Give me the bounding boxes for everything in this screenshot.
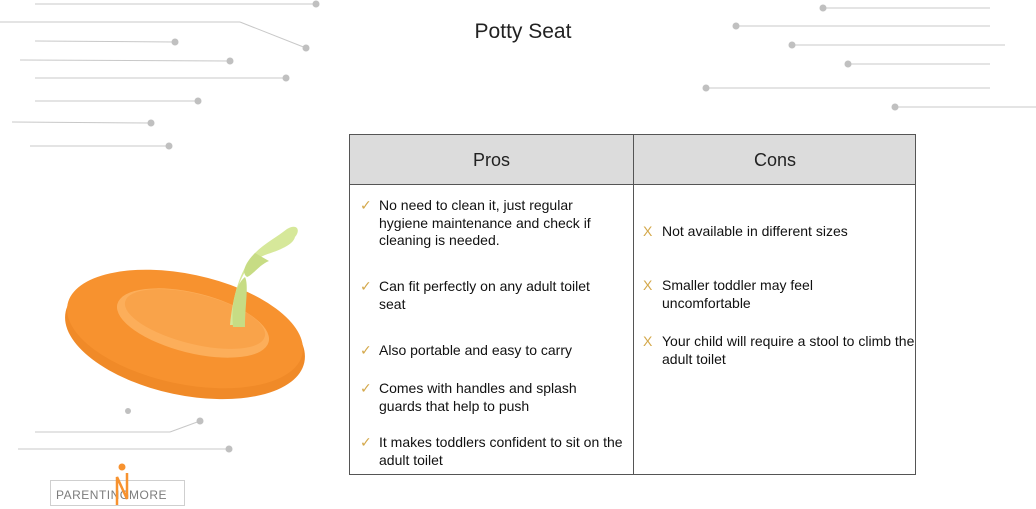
page-title: Potty Seat (474, 20, 572, 43)
check-icon: ✓ (360, 342, 372, 358)
cons-header: Cons (753, 150, 797, 170)
check-icon: ✓ (360, 434, 372, 450)
logo-n-icon (115, 463, 129, 507)
potty-seat-image (55, 225, 345, 400)
x-icon: X (643, 223, 653, 239)
pros-header: Pros (472, 150, 510, 170)
column-divider (633, 135, 634, 474)
check-icon: ✓ (360, 380, 372, 396)
check-icon: ✓ (360, 278, 372, 294)
parentingnmore-logo: PARENTING MORE (50, 480, 185, 506)
x-icon: X (643, 277, 653, 293)
pros-cons-table: Pros Cons ✓ No need to clean it, just regular hygiene maintenance and check if cleaning is needed. ✓ Can fit perfectly on any adult toilet seat ✓ Also portable and easy to carry ✓ Comes with handles and splash guards that help to push ✓ It makes toddlers confident to sit on the adult toilet X Not available in different sizes X Smaller toddler may feel uncomfortable X Your child will require a stool to climb the adult toilet (349, 134, 916, 475)
x-icon: X (643, 333, 653, 349)
check-icon: ✓ (360, 197, 372, 213)
